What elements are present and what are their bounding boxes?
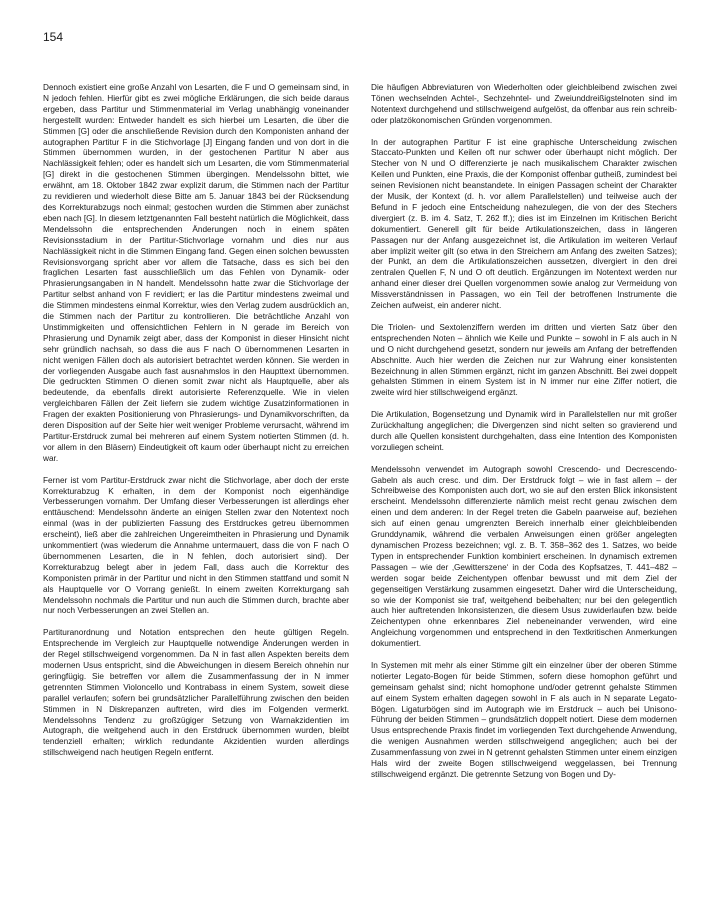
paragraph: Partituranordnung und Notation entsprechen den heute gültigen Regeln. Entsprechende im Vergleich zur Hauptquelle notwendige Änderungen werden in der Regel stillschweigend vorgenommen. Da N in fast allen Aspekten bereits dem modernen Usus entspricht, sind die Abweichungen in diesem Bereich ohnehin nur geringfügig. Sie betreffen vor allem die Zusammenfassung der in N immer getrennten Stimmen Violoncello und Kontrabass in einem System, soweit diese parallel verlaufen; sofern bei grundsätzlicher Parallelführung zwischen den beiden Stimmen in N Diskrepanzen auftreten, wird dies im Folgenden vermerkt. Mendelssohns Tendenz zu großzügiger Setzung von Warnakzidentien im Autograph, die weitgehend auch in den Erstdruck übernommen wurden, bleibt tendenziell erhalten; wirklich redundante Akzidentien wurden allerdings stillschweigend nach heutigen Regeln entfernt. (43, 628, 349, 758)
paragraph: Die häufigen Abbreviaturen von Wiederholten oder gleichbleibend zwischen zwei Tönen wechselnden Achtel-, Sechzehntel- und Zweiunddreißigstelnoten sind im Notentext durchgehend und stillschweigend aufgelöst, da offenbar aus rein schreib- oder platzökonomischen Gründen vorgenommen. (371, 83, 677, 125)
paragraph: Ferner ist vom Partitur-Erstdruck zwar nicht die Stichvorlage, aber doch der erste Korrekturabzug K erhalten, in dem der Komponist noch eigenhändige Verbesserungen vornahm. Der Umfang dieser Verbesserungen ist allerdings eher enttäuschend: Mendelssohn änderte an einigen Stellen zwar den Notentext noch einmal (was in der publizierten Fassung des Erstdruckes getreu übernommen erscheint), ließ aber die zahlreichen Ungereimtheiten in Phrasierung und Dynamik unkommentiert (was wiederum die Annahme untermauert, dass die von F nach O übernommenen Lesarten, die in N fehlen, doch autorisiert sind). Der Korrekturabzug belegt aber in jedem Fall, dass auch die Korrektur des Komponisten primär in der Partitur und nicht in den Stimmen stattfand und somit N als Hauptquelle vor O Vorrang genießt. In einem zweiten Korrekturgang sah Mendelssohn nochmals die Partitur und nun auch die Stimmen durch, brachte aber nur noch Verbesserungen an zwei Stellen an. (43, 475, 349, 616)
paragraph: Dennoch existiert eine große Anzahl von Lesarten, die F und O gemeinsam sind, in N jedoch fehlen. Hierfür gibt es zwei mögliche Erklärungen, die sich beide daraus ergeben, dass Partitur und Stimmenmaterial im Verlag unabhängig voneinander hergestellt wurden: Entweder handelt es sich hierbei um Lesarten, die über die Stimmen [G] oder die anschließende Revision durch den Komponisten anhand der autographen Partitur F in die Stichvorlage [J] Eingang fanden und von dort in die Stimmen übernommen wurden, in der gestochenen Partitur N aber aus Nachlässigkeit fehlen; oder es handelt sich um Lesarten, die vom Stimmenmaterial [G] direkt in die gestochenen Stimmen übergingen. Mendelssohn bittet, wie erwähnt, am 18. Oktober 1842 zwar explizit darum, die Stimmen nach der Partitur zu revidieren und wiederholt diese Bitte am 5. Januar 1843 bei der Rücksendung des Korrekturabzugs noch einmal; gestochen wurden die Stimmen aber zunächst eben nach [G]. In diesem letztgenannten Fall besteht natürlich die Möglichkeit, dass Mendelssohn die entsprechenden Änderungen noch in einem späten Revisionsstadium in der Partitur-Stichvorlage vornahm und dies nur aus Nachlässigkeit nicht in die Stimmen Eingang fand. Gegen einen solchen bewussten Revisionsvorgang spricht aber vor allem die Tatsache, dass es sich bei den fraglichen Lesarten fast ausschließlich um das Fehlen von Dynamik- oder Phrasierungsangaben in N handelt. Mendelssohn hatte zwar die Stichvorlage der Partitur selbst anhand von F revidiert; er las die Partitur mindestens zweimal und die Stimmen mindestens einmal Korrektur, wies den Verlag zudem ausdrücklich an, die Stimmen nach der Partitur zu kontrollieren. Die beträchtliche Anzahl von Unstimmigkeiten und offensichtlichen Fehlern in N gerade im Bereich von Phrasierung und Dynamik zeigt aber, dass der Komponist in dieser Hinsicht nicht sehr gründlich nachsah, so dass die aus F nach O übernommenen Lesarten in nicht wenigen Fällen doch als autorisiert betrachtet werden können. Sie werden in der vorliegenden Ausgabe auch fast ausnahmslos in den Haupttext übernommen. Die gedruckten Stimmen O dienen somit zwar nicht als Hauptquelle, aber als bedeutende, da ebenfalls direkt autorisierte Referenzquelle. Wie in vielen vergleichbaren Fällen der Zeit liefern sie zudem wichtige Zusatzinformationen in Fragen der exakten Positionierung von Phrasierungs- und Dynamikvorschriften, da deren Disposition auf der Seite hier weit weniger Probleme verursacht, während im Partitur-Erstdruck zumal bei mehreren auf einem System notierten Stimmen (d. h. vor allem in den Bläsern) Eindeutigkeit oft kaum oder überhaupt nicht zu erreichen war. (43, 83, 349, 463)
right-column (371, 83, 677, 792)
paragraph: Die Triolen- und Sextolenziffern werden im dritten und vierten Satz über den entsprechenden Noten – ähnlich wie Keile und Punkte – sowohl in F als auch in N und O nicht durchgehend gesetzt, sondern nur jeweils am Anfang der betreffenden Abschnitte. Auch hier werden die Zeichen nur zur Wahrung einer konsistenten Bezeichnung in allen Stimmen ergänzt, nicht im ganzen Abschnitt. Bei zwei doppelt gehalsten Stimmen in einem System ist in N immer nur eine Ziffer notiert, die zweite wird hier stillschweigend ergänzt. (371, 322, 677, 398)
paragraph: In Systemen mit mehr als einer Stimme gilt ein einzelner über der oberen Stimme notierter Legato-Bogen für beide Stimmen, sofern diese homophon geführt und gemeinsam gehalst sind; nicht homophone und/oder getrennt gehalste Stimmen auf einem System erhalten dagegen sowohl in F als auch in N separate Legato-Bögen. Ligaturbögen sind im Autograph wie im Erstdruck – auch bei Unisono-Führung der beiden Stimmen – grundsätzlich doppelt notiert. Diese dem modernen Usus entsprechende Praxis findet im vorliegenden Text durchgehende Anwendung, die wenigen Ausnahmen werden stillschweigend angeglichen; auch bei der Zusammenfassung von zwei in N getrennt gehalsten Stimmen unter einem einzigen Hals wird der zweite Bogen stillschweigend weggelassen, bei Trennung stillschweigend ergänzt. Die getrennte Setzung von Bogen und Dy- (371, 660, 677, 780)
paragraph: Mendelssohn verwendet im Autograph sowohl Crescendo- und Decrescendo-Gabeln als auch cresc. und dim. Der Erstdruck folgt – wie in fast allem – der Schreibweise des Komponisten auch dort, wo sie auf den ersten Blick inkonsistent erscheint. Mendelssohn differenzierte nämlich meist recht genau zwischen dem einen und dem anderen: In der Regel treten die Gabeln paarweise auf, beziehen sich auf einen genau umgrenzten Bereich innerhalb einer gleichbleibenden Grunddynamik, während die verbalen Anweisungen einen größer angelegten dynamischen Prozess bezeichnen; vgl. z. B. T. 358–362 des 1. Satzes, wo beide Typen in entsprechender Funktion kombiniert erscheinen. In dynamisch extremen Passagen – wie der ‚Gewitterszene‘ in der Coda des Kopfsatzes, T. 441–482 – werden sogar beide Zeichentypen offenbar bewusst und mit dem Ziel der gegenseitigen Verstärkung zusammen eingesetzt. Daher wird die Unterscheidung, so wie der Komponist sie traf, weitgehend beibehalten; nur bei den gelegentlich auch hier auftretenden Inkonsistenzen, die diesem Usus zuwiderlaufen bzw. beide Zeichentypen ohne erkennbares Ziel nebeneinander verwenden, wird eine Angleichung vorgenommen und entsprechend in den Textkritischen Anmerkungen dokumentiert. (371, 464, 677, 649)
left-column (43, 83, 349, 770)
paragraph: Die Artikulation, Bogensetzung und Dynamik wird in Parallelstellen nur mit großer Zurückhaltung angeglichen; die Divergenzen sind nicht selten so gravierend und durch alle Quellen konsistent durchgehalten, dass eine Intention des Komponisten vorzuliegen scheint. (371, 410, 677, 452)
paragraph: In der autographen Partitur F ist eine graphische Unterscheidung zwischen Staccato-Punkten und Keilen oft nur schwer oder überhaupt nicht möglich. Der Stecher von N und O differenzierte je nach musikalischem Charakter zwischen Keilen und Punkten, eine Praxis, die der Komponist offenbar gutheiß, zumindest bei seinen Revisionen nicht beanstandete. In einigen Passagen scheint der Charakter der Musik, der Kontext (d. h. vor allem Parallelstellen) und teilweise auch der Befund in F jedoch eine Entscheidung nahezulegen, die von der des Stechers divergiert (z. B. im 4. Satz, T. 262 ff.); dies ist im Einzelnen im Kritischen Bericht dokumentiert. Generell gilt für beide Artikulationszeichen, dass in längeren Passagen nur der Anfang ausgezeichnet ist, die Artikulation im weiteren Verlauf aber implizit weiter gilt (so etwa in den Streichern am Anfang des zweiten Satzes); der Punkt, an dem die Artikulationszeichen aussetzen, divergiert in den drei zentralen Quellen F, N und O oft deutlich. Ergänzungen im Notentext werden nur anhand einer dieser drei Quellen vorgenommen sowie analog zur Vermeidung von Missverständnissen in Passagen, wo ein Teil der betroffenen Instrumente die Zeichen aufweist, ein anderer nicht. (371, 137, 677, 311)
page-number: 154 (43, 30, 64, 44)
